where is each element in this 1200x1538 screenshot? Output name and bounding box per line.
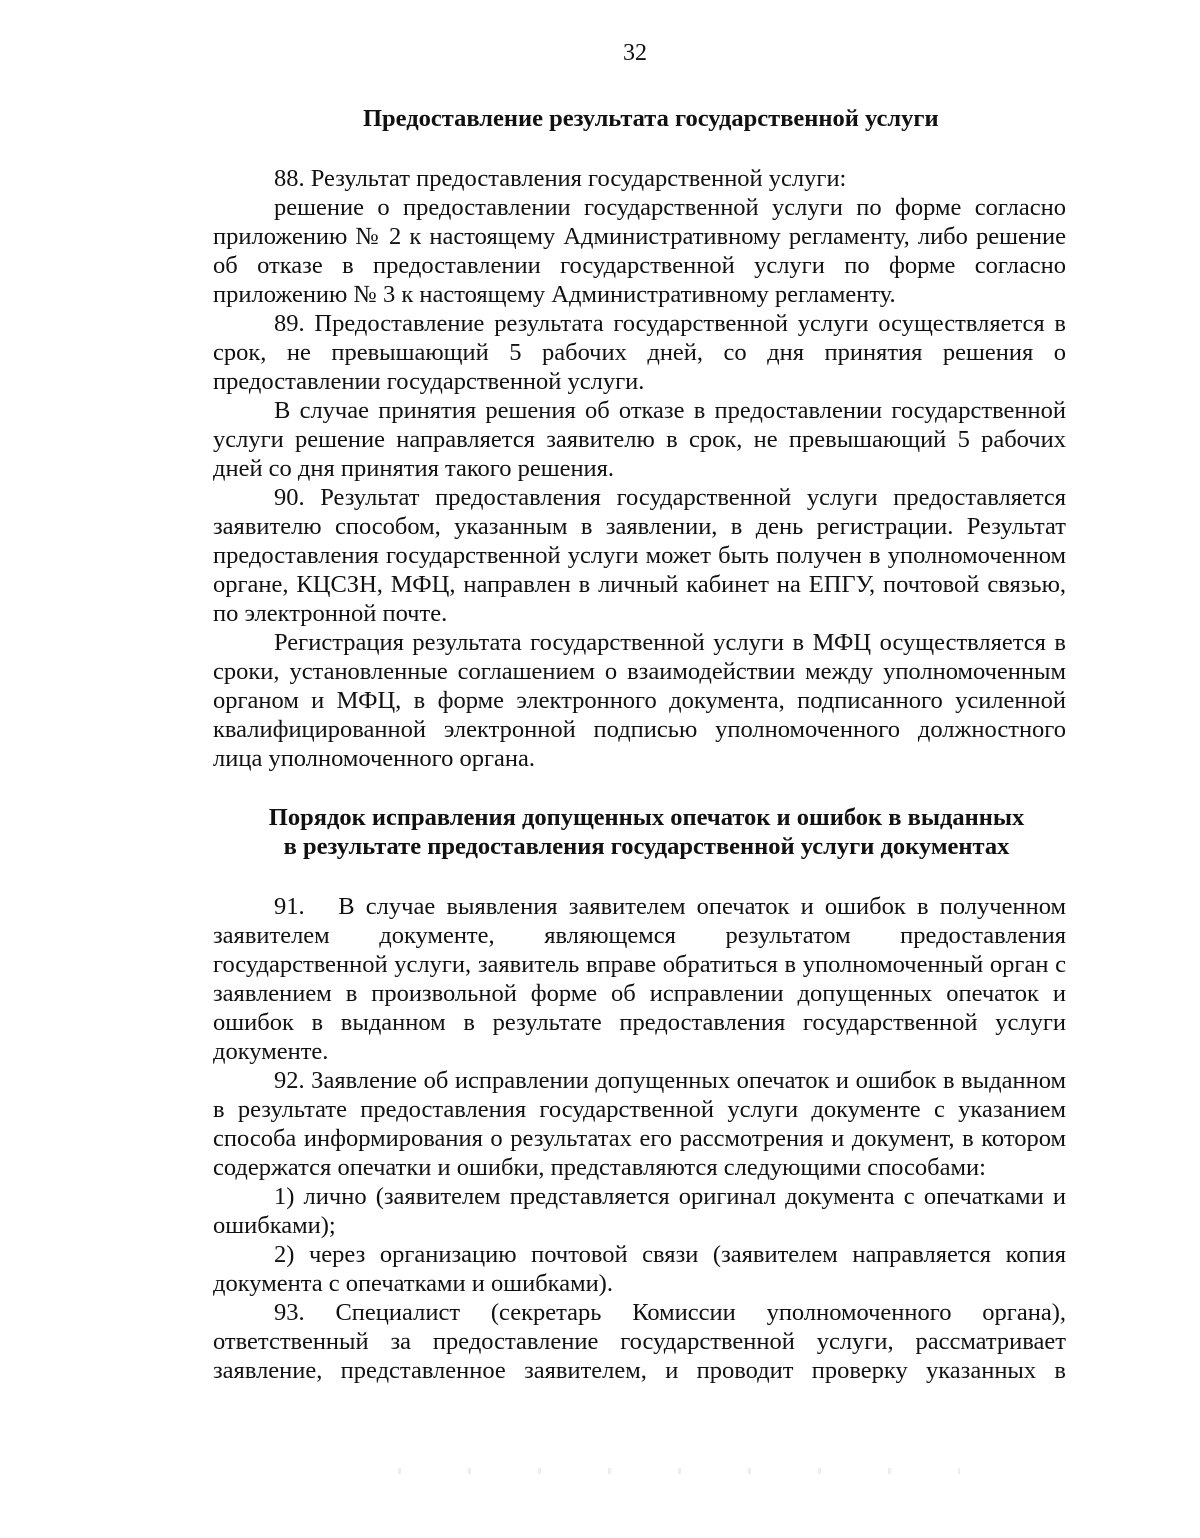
section-heading-line-1: Порядок исправления допущенных опечаток и ошибок в выданных — [268, 804, 1025, 831]
page-number: 32 — [623, 40, 647, 66]
scan-artifact — [360, 1468, 960, 1474]
paragraph-93: 93. Специалист (секретарь Комиссии уполномоченного органа), ответственный за предоставление государственной услуги, рассматривает заявление, представленное заявителем, и проводит проверку указанных в — [213, 1299, 1066, 1384]
section-heading-line-2: в результате предоставления государственной услуги документах — [283, 833, 1010, 860]
paragraph-92-item-1: 1) лично (заявителем представляется оригинал документа с опечатками и ошибками); — [213, 1183, 1066, 1239]
paragraph-90-registration: Регистрация результата государственной услуги в МФЦ осуществляется в сроки, установленные соглашением о взаимодействии между уполномоченным органом и МФЦ, в форме электронного документа, подписанного усиленной квалифицированной электронной подписью уполномоченного должностного лица уполномоченного органа. — [213, 629, 1066, 772]
paragraph-89: 89. Предоставление результата государственной услуги осуществляется в срок, не превышающий 5 рабочих дней, со дня принятия решения о предоставлении государственной услуги. — [213, 310, 1066, 395]
paragraph-89-refusal: В случае принятия решения об отказе в предоставлении государственной услуги решение направляется заявителю в срок, не превышающий 5 рабочих дней со дня принятия такого решения. — [213, 397, 1066, 482]
paragraph-88-decision: решение о предоставлении государственной услуги по форме согласно приложению № 2 к настоящему Административному регламенту, либо решение об отказе в предоставлении государственной услуги по форме согласно приложению № 3 к настоящему Административному регламенту. — [213, 194, 1066, 308]
section-heading-error-correction — [213, 803, 1066, 861]
paragraph-91: 91. В случае выявления заявителем опечаток и ошибок в полученном заявителем документе, являющемся результатом предоставления государственной услуги, заявитель вправе обратиться в уполномоченный орган с заявлением в произвольной форме об исправлении допущенных опечаток и ошибок в выданном в результате предоставления государственной услуги документе. — [213, 893, 1073, 1065]
document-body — [213, 104, 1073, 1385]
paragraph-92-item-2: 2) через организацию почтовой связи (заявителем направляется копия документа с опечатками и ошибками). — [213, 1241, 1066, 1297]
paragraph-90: 90. Результат предоставления государственной услуги предоставляется заявителю способом, указанным в заявлении, в день регистрации. Результат предоставления государственной услуги может быть получен в уполномоченном органе, КЦСЗН, МФЦ, направлен в личный кабинет на ЕПГУ, почтовой связью, по электронной почте. — [213, 484, 1066, 627]
paragraph-92: 92. Заявление об исправлении допущенных опечаток и ошибок в выданном в результате предоставления государственной услуги документе с указанием способа информирования о результатах его рассмотрения и документ, в котором содержатся опечатки и ошибки, представляются следующими способами: — [213, 1067, 1066, 1181]
paragraph-88: 88. Результат предоставления государственной услуги: — [274, 165, 847, 192]
section-heading-result-provision: Предоставление результата государственной услуги — [363, 105, 939, 132]
